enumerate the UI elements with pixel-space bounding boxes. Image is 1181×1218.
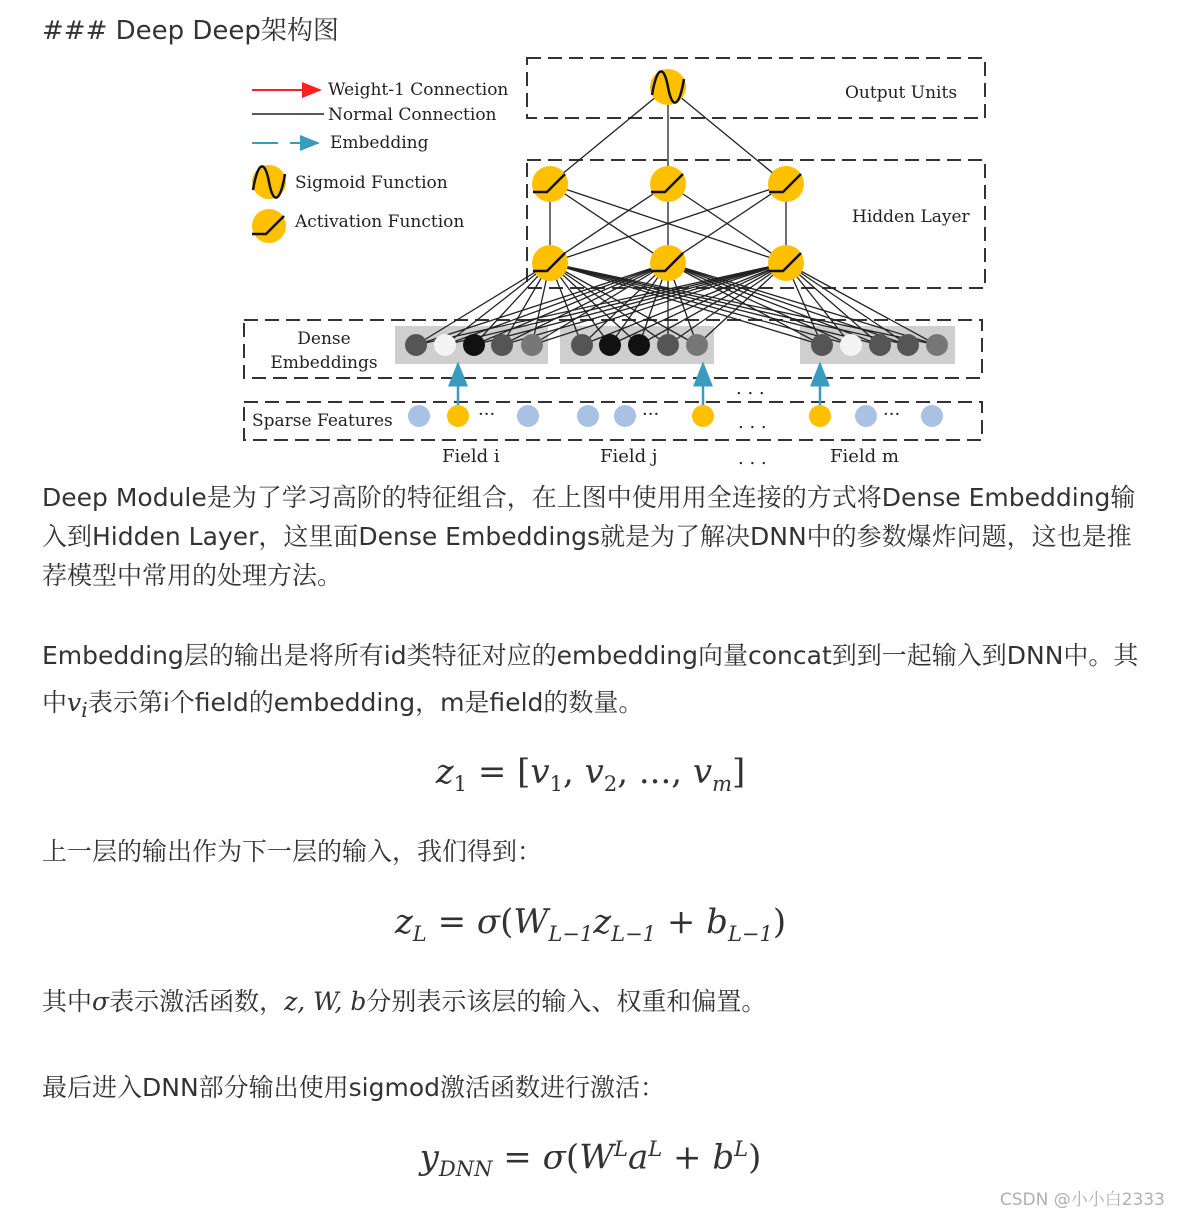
deep-architecture-diagram — [240, 50, 1000, 480]
dense-ellipsis: . . . — [736, 378, 765, 399]
dense-node — [405, 334, 427, 356]
dense-node — [869, 334, 891, 356]
paragraph-deep-module: Deep Module是为了学习高阶的特征组合，在上图中使用用全连接的方式将Dense Embedding输入到Hidden Layer，这里面Dense Embeddings就是为了解决DNN中的参数爆炸问题，这也是推荐模型中常用的处理方法。 — [42, 483, 1136, 590]
field-j-label: Field j — [600, 446, 658, 467]
sparse-mid-ellipsis: . . . — [738, 412, 767, 433]
dense-node — [628, 334, 650, 356]
p2-text-b: 表示第i个field的embedding，m是field的数量。 — [87, 688, 644, 717]
section-heading: ### Deep Deep架构图 — [42, 16, 339, 46]
dense-node — [491, 334, 513, 356]
field-dots: . . . — [738, 448, 767, 469]
dense-label-line2: Embeddings — [270, 353, 378, 373]
legend-weight1-label: Weight-1 Connection — [328, 80, 509, 100]
dense-node — [897, 334, 919, 356]
csdn-watermark: CSDN @小小白2333 — [999, 1190, 1165, 1210]
sparse-features-label: Sparse Features — [252, 411, 393, 431]
output-units-label: Output Units — [845, 83, 958, 103]
field-m-label: Field m — [830, 446, 899, 467]
dense-label-line1: Dense — [297, 329, 351, 349]
sparse-ellipsis-j: ··· — [642, 404, 660, 425]
output-sigmoid-unit — [650, 69, 686, 105]
legend-sigmoid-label: Sigmoid Function — [295, 173, 448, 193]
dense-node — [463, 334, 485, 356]
hidden-layer-label: Hidden Layer — [852, 207, 970, 227]
paragraph-next-layer: 上一层的输出作为下一层的输入，我们得到： — [42, 837, 543, 866]
legend-activation-icon — [252, 209, 286, 243]
legend-embedding-label: Embedding — [330, 133, 429, 153]
dense-node — [571, 334, 593, 356]
paragraph-dnn-output: 最后进入DNN部分输出使用sigmod激活函数进行激活： — [42, 1073, 666, 1102]
neural-units — [532, 69, 804, 281]
hidden-unit-bottom — [650, 245, 686, 281]
dense-node — [686, 334, 708, 356]
formula-z1: $z_1 = [v_1$, $v_2$, ..., $v_m$] — [435, 752, 746, 796]
dense-node — [599, 334, 621, 356]
hidden-unit-bottom — [768, 245, 804, 281]
paragraph-activation-desc: 其中σ表示激活函数，z, W, b分别表示该层的输入、权重和偏置。 — [42, 987, 767, 1016]
legend-sigmoid-icon — [252, 165, 286, 199]
p2-math-vi: $v_i$ — [67, 688, 88, 722]
p2-text-a: Embedding层的输出是将所有id类特征对应的embedding向量concat到到一起输入到DNN中。其中 — [42, 641, 1139, 717]
legend — [252, 80, 508, 243]
hidden-unit-top — [768, 166, 804, 202]
formula-ydnn: $y_{DNN} = \sigma(W^La^L + b^L)$ — [419, 1137, 762, 1182]
embedding-arrows — [458, 364, 820, 405]
dense-node — [811, 334, 833, 356]
field-i-label: Field i — [442, 446, 500, 467]
legend-normal-label: Normal Connection — [328, 105, 497, 125]
hidden-unit-top — [650, 166, 686, 202]
formula-zL: $z_L = \sigma(W_{L-1}z_{L-1} + b_{L-1})$ — [394, 902, 787, 946]
hidden-unit-top — [532, 166, 568, 202]
dense-node — [657, 334, 679, 356]
sparse-ellipsis-i: ··· — [478, 404, 496, 425]
dense-node — [840, 334, 862, 356]
diagram-svg — [240, 50, 1000, 480]
hidden-unit-bottom — [532, 245, 568, 281]
paragraph-embedding — [42, 632, 1152, 734]
dense-node — [926, 334, 948, 356]
legend-activation-label: Activation Function — [295, 212, 465, 232]
dense-node — [434, 334, 456, 356]
dense-node — [521, 334, 543, 356]
sparse-ellipsis-m: ··· — [883, 404, 901, 425]
